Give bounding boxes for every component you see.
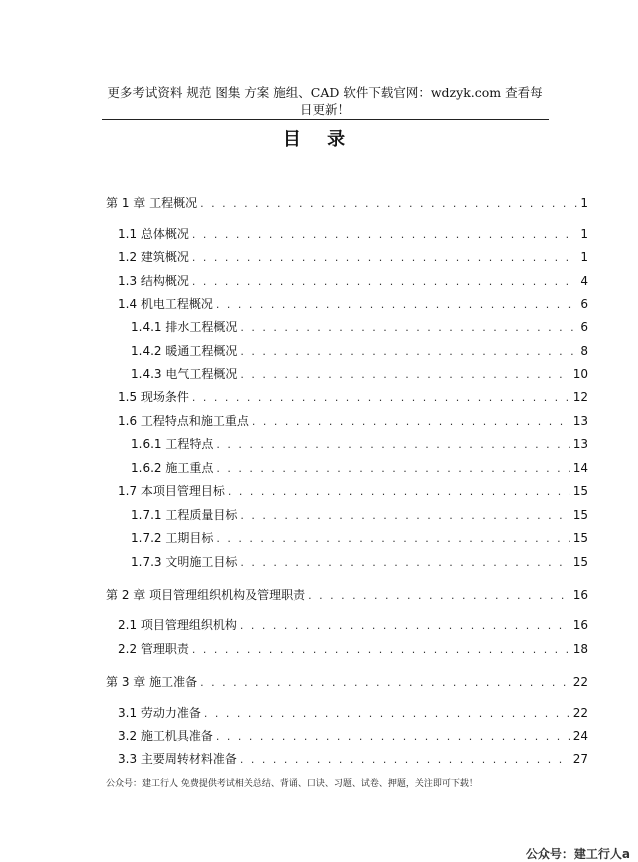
toc-leader [216,530,569,548]
toc-entry[interactable] [131,318,588,336]
toc-entry[interactable] [118,388,588,406]
toc-entry-page: 27 [572,752,588,766]
toc-entry-label: 1.2 建筑概况 [118,250,189,264]
toc-entry[interactable] [118,412,588,430]
toc-entry-label: 第 3 章 施工准备 [106,675,198,689]
toc-leader [192,249,577,267]
toc-leader [240,554,569,572]
toc-entry-page: 22 [572,675,588,689]
toc-entry-label: 3.3 主要周转材料准备 [118,752,237,766]
toc-leader [216,436,569,454]
toc-entry-label: 2.1 项目管理组织机构 [118,618,237,632]
toc-entry[interactable] [131,506,588,524]
toc-leader [192,226,577,244]
toc-entry[interactable] [118,272,588,290]
toc-entry-label: 1.7 本项目管理目标 [118,484,225,498]
toc-entry-page: 1 [580,196,588,210]
toc-entry-label: 1.6 工程特点和施工重点 [118,414,249,428]
toc-entry[interactable] [118,750,588,768]
toc-leader [308,587,570,605]
toc-entry-page: 6 [580,320,588,334]
toc-entry-label: 1.5 现场条件 [118,390,189,404]
toc-entry-label: 1.4.3 电气工程概况 [131,367,238,381]
toc-leader [216,460,569,478]
toc-entry[interactable] [118,727,588,745]
toc-entry[interactable] [106,673,588,691]
toc-entry-label: 1.4 机电工程概况 [118,297,213,311]
toc-entry-label: 第 2 章 项目管理组织机构及管理职责 [106,588,306,602]
toc-entry[interactable] [106,586,588,604]
toc-entry-label: 1.3 结构概况 [118,274,189,288]
toc-leader [252,413,570,431]
toc-entry-label: 1.4.2 暖通工程概况 [131,344,238,358]
toc-entry-page: 18 [572,642,588,656]
toc-entry[interactable] [118,640,588,658]
toc-entry-label: 1.1 总体概况 [118,227,189,241]
toc-leader [192,641,570,659]
header-divider [102,119,549,120]
toc-leader [204,705,570,723]
toc-entry-page: 4 [580,274,588,288]
toc-leader [240,507,569,525]
toc-entry-page: 15 [572,555,588,569]
toc-leader [216,296,577,314]
toc-entry[interactable] [118,225,588,243]
toc-entry[interactable] [131,342,588,360]
toc-leader [240,617,570,635]
toc-leader [200,674,570,692]
toc-entry-page: 15 [572,484,588,498]
toc-entry-page: 13 [572,437,588,451]
toc-entry-page: 14 [572,461,588,475]
toc-entry-page: 8 [580,344,588,358]
toc-entry-page: 15 [572,531,588,545]
toc-entry-label: 1.7.1 工程质量目标 [131,508,238,522]
toc-entry-label: 第 1 章 工程概况 [106,196,198,210]
toc-leader [240,751,570,769]
toc-entry[interactable] [118,704,588,722]
toc-leader [240,319,577,337]
toc-entry-label: 1.6.1 工程特点 [131,437,214,451]
toc-entry-page: 16 [572,588,588,602]
toc-entry-page: 13 [572,414,588,428]
toc-entry[interactable] [131,435,588,453]
toc-entry-label: 3.1 劳动力准备 [118,706,201,720]
toc-leader [192,389,570,407]
toc-entry-page: 12 [572,390,588,404]
page-header [100,84,550,118]
toc-entry-page: 10 [572,367,588,381]
toc-entry-label: 1.4.1 排水工程概况 [131,320,238,334]
toc-leader [216,728,570,746]
toc-entry-page: 22 [572,706,588,720]
toc-entry-label: 2.2 管理职责 [118,642,189,656]
toc-entry-page: 15 [572,508,588,522]
toc-leader [192,273,577,291]
toc-leader [200,195,577,213]
toc-title: 目 录 [282,129,356,150]
toc-leader [228,483,570,501]
toc-entry[interactable] [131,553,588,571]
toc-entry-page: 6 [580,297,588,311]
header-line-2: 日更新！ [299,102,350,117]
toc-entry[interactable] [106,194,588,212]
toc-entry[interactable] [131,365,588,383]
toc-entry-label: 1.7.2 工期目标 [131,531,214,545]
toc-entry-label: 3.2 施工机具准备 [118,729,213,743]
toc-entry[interactable] [118,616,588,634]
toc-entry[interactable] [118,248,588,266]
toc-entry[interactable] [131,529,588,547]
toc-entry-label: 1.6.2 施工重点 [131,461,214,475]
toc-leader [240,343,577,361]
toc-entry[interactable] [131,459,588,477]
toc-entry-page: 16 [572,618,588,632]
header-line-1: 更多考试资料 规范 图集 方案 施组、CAD 软件下载官网：wdzyk.com 查看每 [107,85,543,100]
toc-entry-label: 1.7.3 文明施工目标 [131,555,238,569]
toc-entry-page: 1 [580,250,588,264]
toc-entry-page: 1 [580,227,588,241]
toc-entry[interactable] [118,482,588,500]
watermark: 公众号：建工行人a [525,847,630,861]
toc-entry[interactable] [118,295,588,313]
footer-note: 公众号：建工行人 免费提供考试相关总结、背诵、口诀、习题、试卷、押题，关注即可下载！ [106,779,478,789]
toc-entry-page: 24 [572,729,588,743]
toc-leader [240,366,569,384]
